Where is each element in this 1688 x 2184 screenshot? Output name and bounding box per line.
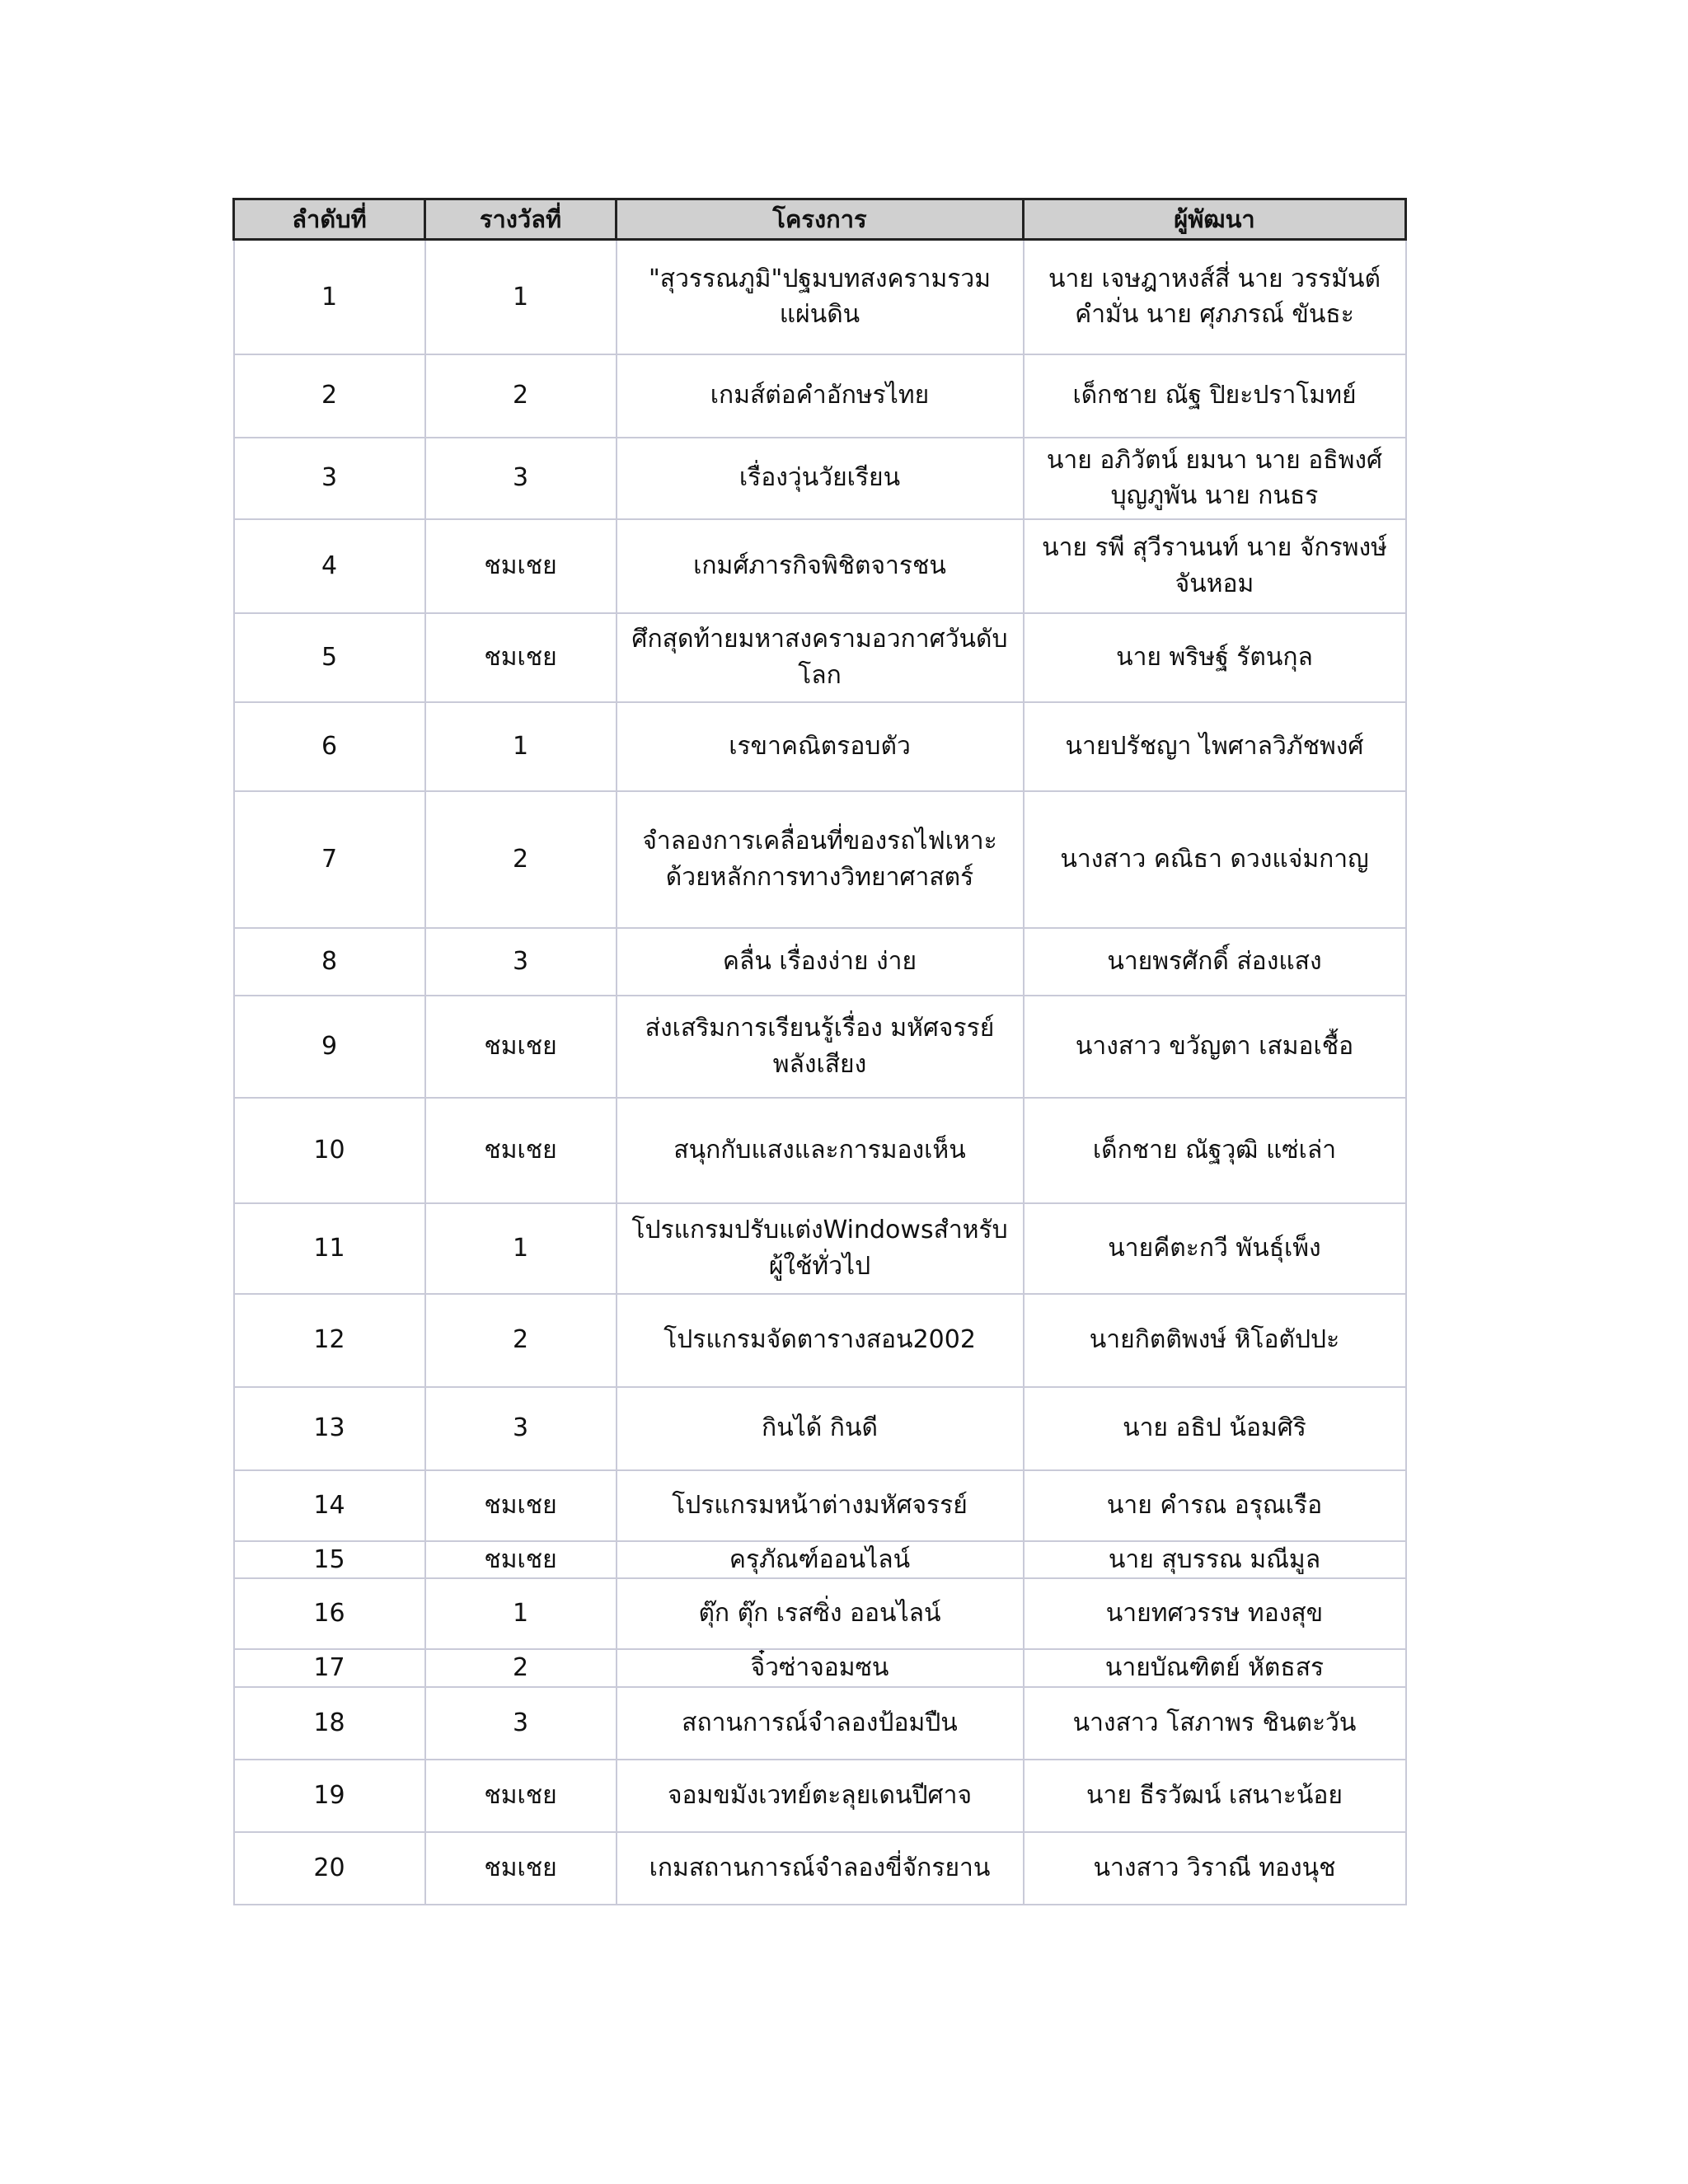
cell-order-text: 1: [321, 282, 338, 312]
cell-project: [617, 519, 1024, 613]
cell-developer-text: นาย อธิป น้อมศิริ: [1123, 1413, 1306, 1443]
cell-project: [617, 996, 1024, 1098]
cell-developer: [1024, 1760, 1406, 1832]
cell-developer: [1024, 1387, 1406, 1470]
table-row: [234, 928, 1406, 996]
cell-project: [617, 1832, 1024, 1905]
cell-project-text: โปรแกรมปรับแต่งWindowsสำหรับผู้ใช้ทั่วไป: [631, 1216, 1008, 1281]
cell-project: [617, 1098, 1024, 1203]
cell-developer-text: นาย เจษฎาหงส์สี่ นาย วรรมันต์ คำมั่น นาย ศุภภรณ์ ขันธะ: [1048, 264, 1381, 330]
cell-award: [425, 1578, 617, 1649]
header-order: ลำดับที่: [234, 199, 425, 240]
cell-award: [425, 438, 617, 519]
cell-award-text: 3: [512, 463, 529, 493]
cell-order-text: 20: [313, 1853, 345, 1882]
cell-order: [234, 996, 425, 1098]
cell-award: [425, 1760, 617, 1832]
cell-project-text: สนุกกับแสงและการมองเห็น: [673, 1135, 966, 1165]
cell-order: [234, 1578, 425, 1649]
table-row: [234, 1687, 1406, 1760]
cell-award-text: ชมเชย: [484, 1490, 557, 1520]
cell-project-text: จำลองการเคลื่อนที่ของรถไฟเหาะด้วยหลักการทางวิทยาศาสตร์: [642, 827, 997, 892]
cell-developer: [1024, 1294, 1406, 1387]
cell-order: [234, 1387, 425, 1470]
cell-award: [425, 519, 617, 613]
cell-award-text: 2: [512, 1653, 529, 1682]
cell-project: [617, 1760, 1024, 1832]
table-row: [234, 438, 1406, 519]
cell-project: [617, 1470, 1024, 1541]
cell-award-text: ชมเชย: [484, 1135, 557, 1165]
cell-developer: [1024, 1470, 1406, 1541]
cell-award-text: 1: [512, 731, 529, 761]
cell-project-text: โปรแกรมหน้าต่างมหัศจรรย์: [672, 1490, 968, 1520]
cell-developer: [1024, 1832, 1406, 1905]
table-row: [234, 1470, 1406, 1541]
awards-table: [232, 198, 1407, 1905]
cell-order-text: 11: [313, 1233, 345, 1263]
cell-award: [425, 1387, 617, 1470]
cell-developer-text: นางสาว วิราณี ทองนุช: [1093, 1853, 1336, 1882]
cell-project-text: เกมสถานการณ์จำลองขี่จักรยาน: [649, 1853, 991, 1882]
cell-order: [234, 928, 425, 996]
cell-award: [425, 613, 617, 702]
cell-award: [425, 240, 617, 354]
cell-award: [425, 702, 617, 791]
cell-order: [234, 438, 425, 519]
cell-project: [617, 1687, 1024, 1760]
cell-project-text: เรขาคณิตรอบตัว: [729, 731, 911, 761]
table-row: [234, 791, 1406, 928]
cell-developer-text: นายกิตติพงษ์ หิโอตัปปะ: [1089, 1325, 1340, 1355]
cell-award-text: ชมเชย: [484, 551, 557, 580]
cell-order-text: 12: [313, 1325, 345, 1355]
cell-order-text: 8: [321, 946, 338, 976]
cell-developer: [1024, 613, 1406, 702]
cell-order-text: 19: [313, 1780, 345, 1810]
cell-order-text: 13: [313, 1413, 345, 1443]
cell-developer: [1024, 791, 1406, 928]
cell-award: [425, 1687, 617, 1760]
cell-project: [617, 613, 1024, 702]
cell-developer-text: นาย คำรณ อรุณเรือ: [1106, 1490, 1323, 1520]
cell-award-text: 3: [512, 1708, 529, 1737]
cell-award: [425, 1098, 617, 1203]
cell-project: [617, 1578, 1024, 1649]
cell-developer-text: นายบัณฑิตย์ หัตธสร: [1104, 1653, 1325, 1682]
table-body: [234, 240, 1406, 1905]
cell-award-text: ชมเชย: [484, 1780, 557, 1810]
cell-project: [617, 702, 1024, 791]
cell-order-text: 10: [313, 1135, 345, 1165]
cell-developer-text: นายปรัชญา ไพศาลวิภัชพงศ์: [1065, 731, 1364, 761]
cell-order-text: 6: [321, 731, 338, 761]
cell-award-text: 1: [512, 1599, 529, 1629]
cell-project-text: คลื่น เรื่องง่าย ง่าย: [722, 946, 917, 976]
cell-developer-text: นาย รพี สุวีรานนท์ นาย จักรพงษ์ จันหอม: [1042, 533, 1387, 598]
cell-developer-text: เด็กชาย ณัฐ ปิยะปราโมทย์: [1072, 381, 1357, 410]
cell-project: [617, 1387, 1024, 1470]
cell-developer: [1024, 1098, 1406, 1203]
cell-project-text: จอมขมังเวทย์ตะลุยเดนปีศาจ: [667, 1780, 973, 1810]
table-header-row: [234, 199, 1406, 240]
cell-award-text: 1: [512, 1233, 529, 1263]
table-row: [234, 1649, 1406, 1687]
cell-project-text: สถานการณ์จำลองป้อมปืน: [682, 1708, 958, 1737]
table-row: [234, 354, 1406, 438]
cell-order: [234, 519, 425, 613]
cell-project: [617, 928, 1024, 996]
cell-award-text: ชมเชย: [484, 1544, 557, 1574]
cell-developer: [1024, 354, 1406, 438]
cell-order: [234, 1294, 425, 1387]
cell-order-text: 7: [321, 844, 338, 874]
cell-developer-text: นาย พริษฐ์ รัตนกุล: [1116, 642, 1313, 672]
cell-order: [234, 1832, 425, 1905]
cell-award: [425, 1541, 617, 1579]
cell-order: [234, 1687, 425, 1760]
cell-project-text: เกมศ์ภารกิจพิชิตจารชน: [693, 551, 946, 580]
cell-developer-text: นายคีตะกวี พันธุ์เพ็ง: [1108, 1233, 1321, 1263]
table-row: [234, 1294, 1406, 1387]
cell-developer-text: นางสาว คณิธา ดวงแจ่มกาญ: [1060, 844, 1369, 874]
cell-developer: [1024, 702, 1406, 791]
cell-developer-text: นาย อภิวัตน์ ยมนา นาย อธิพงศ์ บุญภูพัน นาย กนธร: [1046, 445, 1383, 510]
cell-award: [425, 1203, 617, 1294]
cell-order-text: 4: [321, 551, 338, 580]
cell-developer: [1024, 928, 1406, 996]
cell-developer-text: นาย สุบรรณ มณีมูล: [1108, 1544, 1321, 1574]
cell-order-text: 3: [321, 463, 338, 493]
cell-order-text: 17: [313, 1653, 345, 1682]
table-row: [234, 996, 1406, 1098]
cell-award: [425, 354, 617, 438]
cell-developer-text: นายพรศักดิ์ ส่องแสง: [1107, 946, 1322, 976]
cell-developer: [1024, 996, 1406, 1098]
cell-order: [234, 1649, 425, 1687]
cell-project-text: โปรแกรมจัดตารางสอน2002: [663, 1325, 976, 1355]
cell-project-text: ส่งเสริมการเรียนรู้เรื่อง มหัศจรรย์พลังเสียง: [645, 1014, 995, 1079]
cell-project-text: ศึกสุดท้ายมหาสงครามอวกาศวันดับโลก: [631, 625, 1008, 690]
cell-award: [425, 928, 617, 996]
table-row: [234, 1578, 1406, 1649]
cell-developer: [1024, 240, 1406, 354]
cell-award: [425, 1470, 617, 1541]
cell-order: [234, 1098, 425, 1203]
cell-developer: [1024, 1649, 1406, 1687]
cell-order: [234, 1470, 425, 1541]
cell-project: [617, 240, 1024, 354]
cell-project: [617, 1203, 1024, 1294]
cell-developer-text: นาย ธีรวัฒน์ เสนาะน้อย: [1085, 1780, 1343, 1810]
cell-project-text: เกมส์ต่อคำอักษรไทย: [710, 381, 930, 410]
cell-developer: [1024, 519, 1406, 613]
cell-order-text: 2: [321, 381, 338, 410]
cell-award-text: 1: [512, 282, 529, 312]
cell-order: [234, 613, 425, 702]
cell-award: [425, 1832, 617, 1905]
table-row: [234, 1203, 1406, 1294]
cell-developer-text: นางสาว ขวัญตา เสมอเชื้อ: [1075, 1031, 1354, 1061]
cell-developer-text: นางสาว โสภาพร ชินตะวัน: [1072, 1708, 1357, 1737]
cell-order: [234, 240, 425, 354]
cell-award-text: 2: [512, 844, 529, 874]
cell-award-text: 2: [512, 381, 529, 410]
cell-award-text: ชมเชย: [484, 1853, 557, 1882]
cell-award-text: 2: [512, 1325, 529, 1355]
cell-order-text: 9: [321, 1031, 338, 1061]
table-row: [234, 1760, 1406, 1832]
table-row: [234, 1387, 1406, 1470]
table-row: [234, 240, 1406, 354]
cell-order-text: 15: [313, 1544, 345, 1574]
cell-order-text: 18: [313, 1708, 345, 1737]
cell-award: [425, 1649, 617, 1687]
cell-order: [234, 791, 425, 928]
cell-order: [234, 1203, 425, 1294]
cell-developer: [1024, 1541, 1406, 1579]
cell-developer-text: เด็กชาย ณัฐวุฒิ แซ่เล่า: [1092, 1135, 1337, 1165]
cell-developer-text: นายทศวรรษ ทองสุข: [1105, 1599, 1324, 1629]
cell-award: [425, 1294, 617, 1387]
cell-project: [617, 1294, 1024, 1387]
cell-project-text: กินได้ กินดี: [762, 1413, 878, 1443]
cell-order-text: 5: [321, 642, 338, 672]
cell-project-text: "สุวรรณภูมิ"ปฐมบทสงครามรวมแผ่นดิน: [648, 264, 992, 330]
cell-project: [617, 791, 1024, 928]
cell-order: [234, 702, 425, 791]
table-row: [234, 702, 1406, 791]
cell-project-text: จิ๋วซ่าจอมซน: [750, 1653, 889, 1682]
cell-project-text: ครุภัณฑ์ออนไลน์: [729, 1544, 911, 1574]
cell-order: [234, 1760, 425, 1832]
cell-award-text: 3: [512, 946, 529, 976]
header-developer: ผู้พัฒนา: [1024, 199, 1406, 240]
cell-award-text: ชมเชย: [484, 1031, 557, 1061]
cell-project: [617, 438, 1024, 519]
cell-project: [617, 1541, 1024, 1579]
table-row: [234, 1541, 1406, 1579]
cell-developer: [1024, 1687, 1406, 1760]
cell-order: [234, 1541, 425, 1579]
cell-award: [425, 791, 617, 928]
header-project: โครงการ: [617, 199, 1024, 240]
cell-project: [617, 354, 1024, 438]
cell-developer: [1024, 438, 1406, 519]
table-row: [234, 613, 1406, 702]
table-row: [234, 1832, 1406, 1905]
table-row: [234, 519, 1406, 613]
table-row: [234, 1098, 1406, 1203]
cell-project: [617, 1649, 1024, 1687]
cell-project-text: เรื่องวุ่นวัยเรียน: [738, 463, 901, 493]
cell-award-text: ชมเชย: [484, 642, 557, 672]
cell-developer: [1024, 1203, 1406, 1294]
cell-order-text: 14: [313, 1490, 345, 1520]
cell-order: [234, 354, 425, 438]
header-award: รางวัลที่: [425, 199, 617, 240]
cell-award-text: 3: [512, 1413, 529, 1443]
cell-award: [425, 996, 617, 1098]
cell-project-text: ตุ๊ก ตุ๊ก เรสซิ่ง ออนไลน์: [698, 1599, 941, 1629]
cell-developer: [1024, 1578, 1406, 1649]
cell-order-text: 16: [313, 1599, 345, 1629]
